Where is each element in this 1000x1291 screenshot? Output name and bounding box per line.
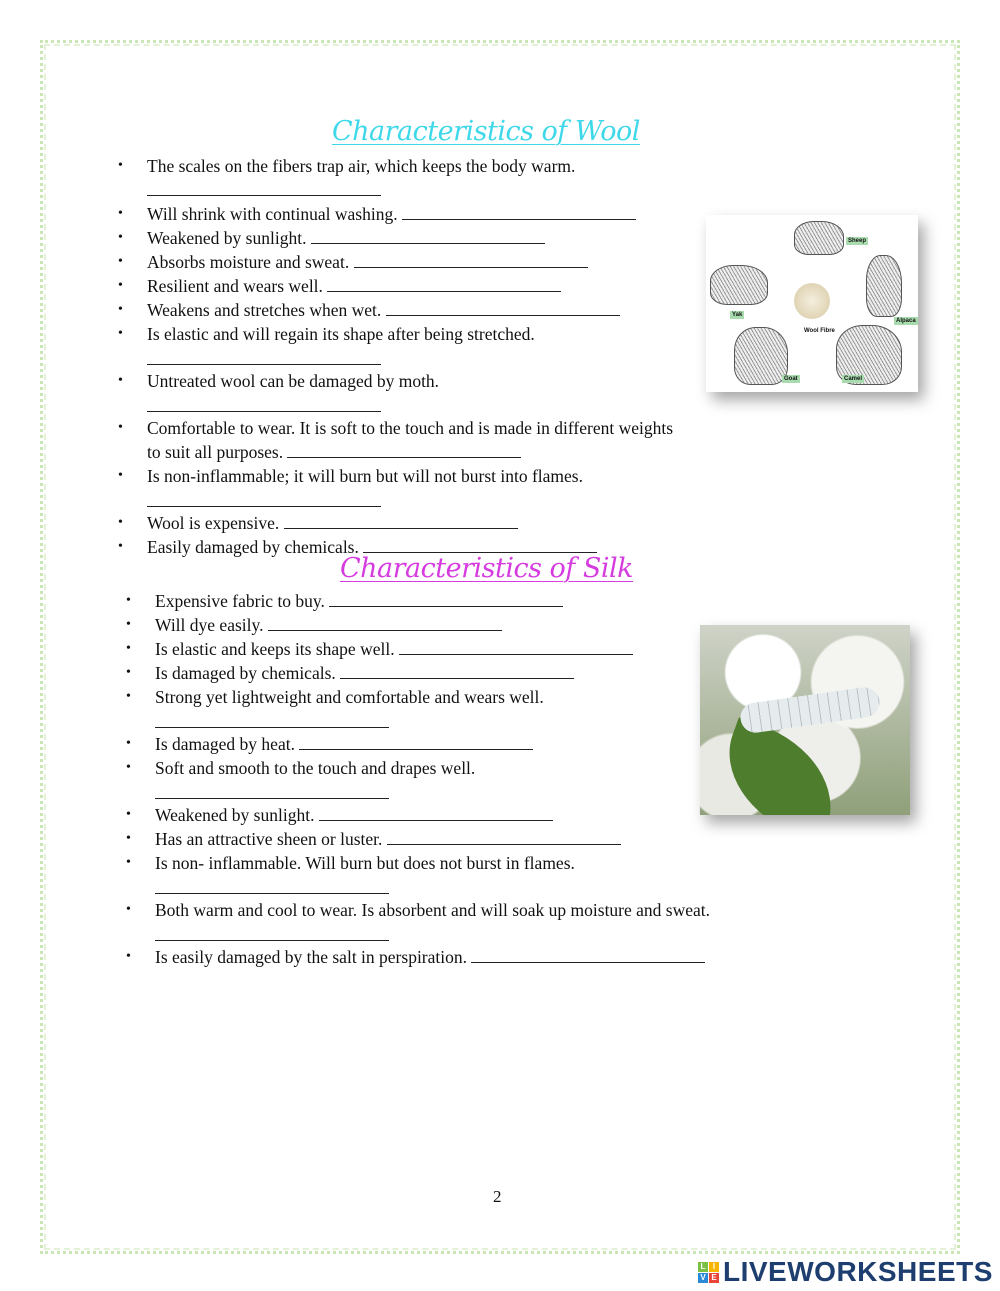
bullet-icon: • [126,641,131,656]
answer-blank[interactable] [147,346,381,365]
answer-blank[interactable] [386,299,620,316]
logo-letter-tile: I [709,1262,719,1272]
wool-fibre-ball [794,283,830,319]
wool-section-title: Characteristics of Wool [332,116,640,147]
wool-list-item [116,202,676,226]
answer-blank[interactable] [147,488,381,507]
item-text: Will dye easily. [155,615,268,635]
bullet-icon: • [118,158,123,173]
bullet-icon: • [118,206,123,221]
answer-blank[interactable] [287,441,521,458]
image-label: Yak [732,312,743,318]
bullet-icon: • [126,665,131,680]
answer-blank[interactable] [340,662,574,679]
silk-section-title: Characteristics of Silk [340,553,634,584]
bullet-icon: • [126,593,131,608]
wool-list-item [116,416,676,464]
bullet-icon: • [126,831,131,846]
bullet-icon: • [118,302,123,317]
answer-blank[interactable] [471,946,705,963]
silk-list-item [124,898,804,941]
bullet-icon: • [118,278,123,293]
wool-sources-image [706,215,918,392]
logo-icon [698,1262,719,1283]
item-text: Weakened by sunlight. [147,228,311,248]
bullet-icon: • [118,230,123,245]
image-label: Goat [784,376,798,382]
item-text: Strong yet lightweight and comfortable and wears well. [155,687,544,707]
answer-blank[interactable] [327,275,561,292]
answer-blank[interactable] [268,614,502,631]
silk-list-item [124,851,804,894]
answer-blank[interactable] [363,536,597,553]
item-text: Is easily damaged by the salt in perspiration. [155,947,472,967]
image-label: Alpaca [896,318,916,324]
bullet-icon: • [118,420,123,435]
wool-list-item [116,369,676,412]
item-text: Resilient and wears well. [147,276,328,296]
answer-blank[interactable] [147,179,381,196]
answer-blank[interactable] [155,875,389,894]
item-text: Both warm and cool to wear. Is absorbent and will soak up moisture and sweat. [155,900,711,920]
logo-letter-tile: V [698,1273,708,1283]
wool-characteristics-list [116,154,676,559]
item-text: Weakened by sunlight. [155,805,319,825]
image-label: Sheep [848,238,867,244]
wool-list-item [116,298,676,322]
answer-blank[interactable] [387,828,621,845]
logo-letter-tile: L [698,1262,708,1272]
logo-letter-tile: E [709,1273,719,1283]
wool-list-item [116,154,676,202]
bullet-icon: • [118,373,123,388]
bullet-icon: • [126,736,131,751]
bullet-icon: • [126,807,131,822]
item-text: Comfortable to wear. It is soft to the touch and is made in different weights to suit all purposes. [147,418,674,462]
silk-list-item [124,945,804,969]
liveworksheets-logo [698,1256,993,1288]
item-text: Weakens and stretches when wet. [147,300,386,320]
answer-blank[interactable] [155,709,389,728]
alpaca-drawing [866,255,902,317]
bullet-icon: • [126,855,131,870]
silkworm-cocoons-image [700,625,910,815]
silkworm [739,685,882,734]
item-text: Is damaged by chemicals. [155,663,341,683]
item-text: Absorbs moisture and sweat. [147,252,354,272]
wool-list-item [116,274,676,298]
item-text: Is non- inflammable. Will burn but does not burst in flames. [155,853,575,873]
item-text: Is damaged by heat. [155,734,300,754]
item-text: Is non-inflammable; it will burn but will not burst into flames. [147,466,583,486]
image-label: Camel [844,376,863,382]
answer-blank[interactable] [319,804,553,821]
item-text: Untreated wool can be damaged by moth. [147,371,440,391]
bullet-icon: • [126,949,131,964]
silk-list-item [124,827,804,851]
item-text: Easily damaged by chemicals. [147,537,364,557]
sheep-drawing [794,221,844,255]
mulberry-leaf [708,717,852,815]
answer-blank[interactable] [147,393,381,412]
logo-text: LIVEWORKSHEETS [723,1256,993,1287]
wool-list-item [116,464,676,507]
bullet-icon: • [126,617,131,632]
bullet-icon: • [118,254,123,269]
answer-blank[interactable] [284,512,518,529]
answer-blank[interactable] [402,203,636,220]
item-text: Wool is expensive. [147,513,284,533]
bullet-icon: • [118,326,123,341]
bullet-icon: • [126,902,131,917]
bullet-icon: • [126,760,131,775]
bullet-icon: • [118,468,123,483]
answer-blank[interactable] [354,251,588,268]
item-text: Will shrink with continual washing. [147,204,402,224]
item-text: The scales on the fibers trap air, which keeps the body warm. [147,156,576,176]
goat-drawing [734,327,788,385]
item-text: Soft and smooth to the touch and drapes well. [155,758,476,778]
answer-blank[interactable] [155,922,389,941]
bullet-icon: • [118,515,123,530]
bullet-icon: • [118,539,123,554]
bullet-icon: • [126,689,131,704]
wool-list-item [116,322,676,365]
yak-drawing [710,265,768,305]
item-text: Has an attractive sheen or luster. [155,829,387,849]
item-text: Expensive fabric to buy. [155,591,330,611]
item-text: Is elastic and will regain its shape after being stretched. [147,324,535,344]
page-number: 2 [493,1187,502,1206]
wool-list-item [116,511,676,535]
answer-blank[interactable] [329,590,563,607]
wool-list-item [116,250,676,274]
silk-list-item [124,589,804,613]
answer-blank[interactable] [399,638,633,655]
answer-blank[interactable] [299,733,533,750]
item-text: Is elastic and keeps its shape well. [155,639,399,659]
image-label: Wool Fibre [804,328,835,334]
answer-blank[interactable] [311,227,545,244]
wool-list-item [116,226,676,250]
answer-blank[interactable] [155,780,389,799]
